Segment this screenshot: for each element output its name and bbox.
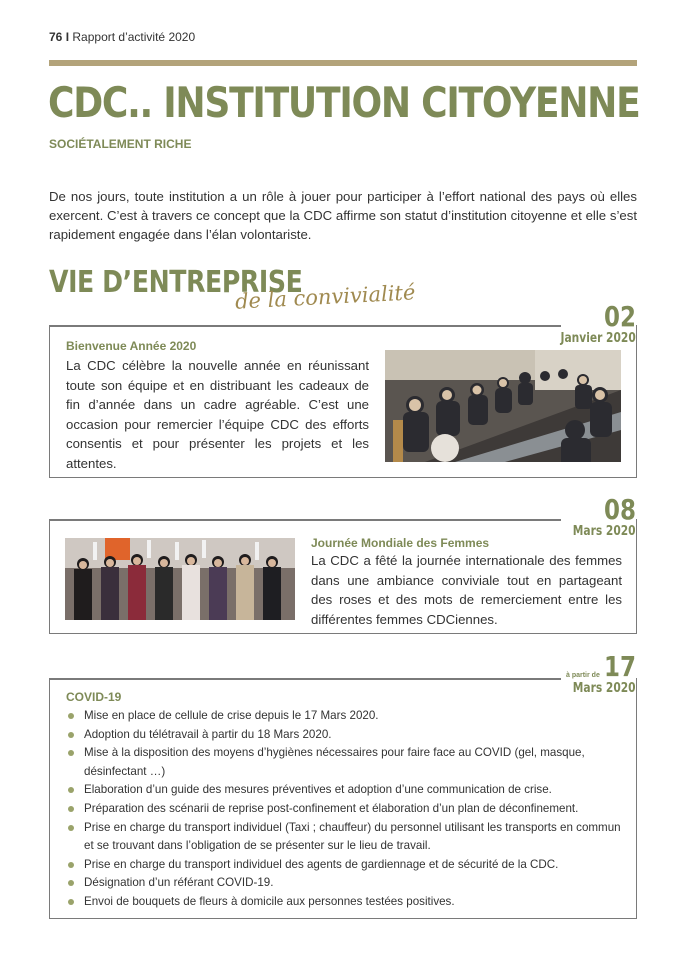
covid-item: Préparation des scénarii de reprise post-confinement et élaboration d’un plan de déconfinement.	[66, 800, 626, 819]
event3-title: COVID-19	[66, 690, 122, 704]
covid-item: Mise à la disposition des moyens d’hygiènes nécessaires pour faire face au COVID (gel, masque, désinfectant …)	[66, 744, 626, 781]
covid-item: Mise en place de cellule de crise depuis le 17 Mars 2020.	[66, 707, 626, 726]
bullet-icon	[68, 713, 74, 719]
covid-item: Adoption du télétravail à partir du 18 Mars 2020.	[66, 726, 626, 745]
event1-month: Janvier 2020	[560, 331, 636, 346]
event2-photo	[65, 538, 295, 620]
event2-text: La CDC a fêté la journée internationale des femmes dans une ambiance conviviale tout en partageant des roses et des mots de remerciement entre les différentes femmes CDCiennes.	[311, 553, 622, 627]
covid-item: Désignation d’un référant COVID-19.	[66, 874, 626, 893]
event1-title: Bienvenue Année 2020	[66, 339, 197, 353]
bullet-icon	[68, 787, 74, 793]
event1-day: 02	[604, 300, 636, 333]
event3-month: Mars 2020	[573, 681, 636, 696]
bullet-icon	[68, 880, 74, 886]
event1-text: La CDC célèbre la nouvelle année en réunissant toute son équipe et en distribuant les cadeaux de fin d’année dans un cadre agréable. C’est une occasion pour remercier l’équipe CDC des efforts consentis et pour présenter les projets et les attentes.	[66, 358, 369, 471]
event2-title: Journée Mondiale des Femmes	[311, 536, 490, 550]
bullet-icon	[68, 750, 74, 756]
event2-month: Mars 2020	[573, 524, 636, 539]
page-header	[49, 30, 195, 44]
covid-item: Envoi de bouquets de fleurs à domicile aux personnes testées positives.	[66, 893, 626, 912]
page-number: 76	[49, 30, 63, 44]
event2-day: 08	[604, 493, 636, 526]
bullet-icon	[68, 899, 74, 905]
covid-item: Prise en charge du transport individuel (Taxi ; chauffeur) du personnel utilisant les transports en commun et se trouvant dans l’obligation de se présenter sur le lieu de travail.	[66, 819, 626, 856]
covid-list	[66, 707, 626, 912]
event3-day: 17	[604, 650, 636, 683]
intro-paragraph: De nos jours, toute institution a un rôle à jouer pour participer à l’effort national des pays où elles exercent. C’est à travers ce concept que la CDC affirme son statut d’institution citoyenne et elle s’est rapidement engagée dans l’élan volontariste.	[49, 189, 637, 242]
bullet-icon	[68, 862, 74, 868]
covid-item: Prise en charge du transport individuel des agents de gardiennage et de sécurité de la CDC.	[66, 856, 626, 875]
section-title: VIE D’ENTREPRISE	[49, 265, 303, 300]
event3-prefix: à partir de	[566, 672, 600, 679]
report-title: Rapport d’activité 2020	[72, 30, 196, 44]
event1-photo	[385, 350, 621, 462]
bullet-icon	[68, 825, 74, 831]
bullet-icon	[68, 732, 74, 738]
bullet-icon	[68, 806, 74, 812]
page-subtitle: SOCIÉTALEMENT RICHE	[49, 137, 192, 151]
covid-item: Elaboration d’un guide des mesures préventives et adoption d’une communication de crise.	[66, 781, 626, 800]
header-separator: I	[65, 30, 70, 44]
header-bar	[49, 60, 637, 66]
page-title: CDC.. INSTITUTION CITOYENNE	[48, 78, 640, 127]
section-script-subtitle: de la convivialité	[234, 280, 416, 314]
